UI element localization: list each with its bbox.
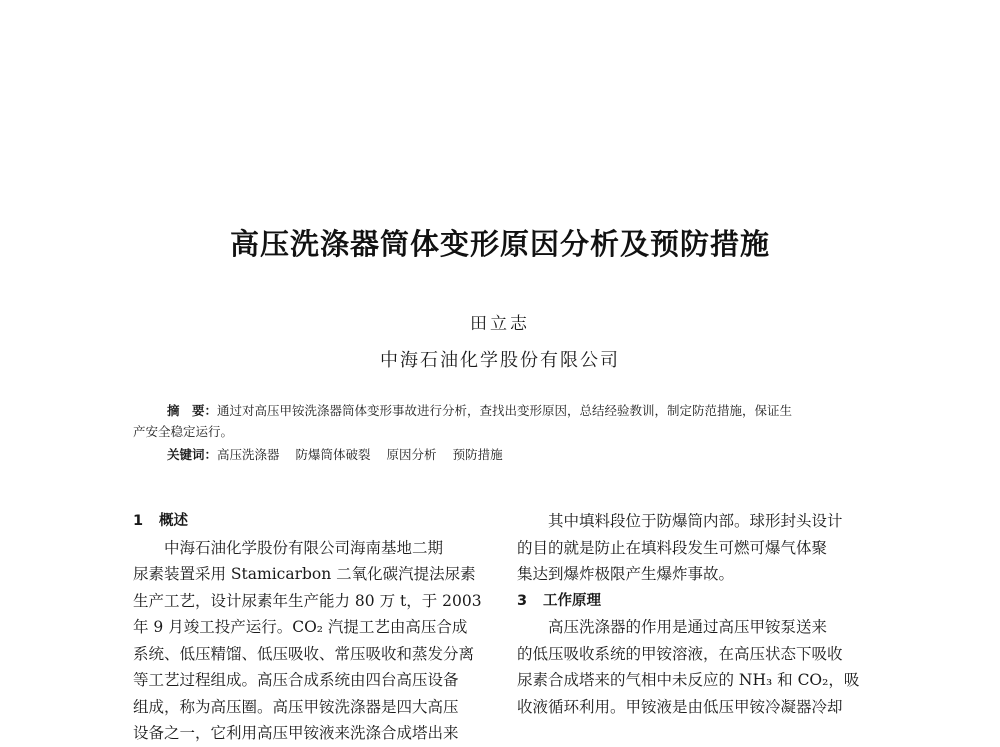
- section-number: 3: [517, 592, 528, 609]
- keyword: 原因分析: [386, 447, 437, 462]
- body-line: 中海石油化学股份有限公司海南基地二期: [164, 538, 444, 557]
- body-line: 集达到爆炸极限产生爆炸事故。: [517, 565, 735, 583]
- body-line: 高压洗涤器的作用是通过高压甲铵泵送来: [548, 618, 828, 636]
- body-line: 尿素装置采用 Stamicarbon 二氧化碳汽提法尿素: [133, 565, 476, 583]
- body-line: 年 9 月竣工投产运行。CO₂ 汽提工艺由高压合成: [133, 618, 468, 636]
- body-line: 系统、低压精馏、低压吸收、常压吸收和蒸发分离: [133, 644, 475, 663]
- section-heading-working-principle: [517, 588, 867, 615]
- affiliation: 中海石油化学股份有限公司: [380, 350, 620, 371]
- abstract-text-line-1: 通过对高压甲铵洗涤器筒体变形事故进行分析，查找出变形原因，总结经验教训，制定防范措施，保证生: [217, 403, 793, 418]
- body-line: 的低压吸收系统的甲铵溶液，在高压状态下吸收: [517, 644, 843, 663]
- section-title: 工作原理: [543, 592, 601, 609]
- section-heading-overview: [133, 508, 483, 535]
- body-line: 的目的就是防止在填料段发生可燃可爆气体聚: [517, 538, 828, 557]
- body-line: 生产工艺，设计尿素年生产能力 80 万 t，于 2003: [133, 591, 482, 610]
- body-line: 尿素合成塔来的气相中未反应的 NH₃ 和 CO₂，吸: [517, 671, 860, 689]
- right-column: [517, 508, 867, 720]
- body-line: 设备之一，它利用高压甲铵液来洗涤合成塔出来: [133, 724, 459, 742]
- section-title: 概述: [159, 513, 188, 529]
- author-name: 田立志: [470, 314, 530, 334]
- body-line: 收液循环利用。甲铵液是由低压甲铵冷凝器冷却: [517, 697, 843, 716]
- keyword: 防爆筒体破裂: [295, 447, 371, 462]
- abstract-text-line-2: 产安全稳定运行。: [133, 424, 234, 439]
- section-number: 1: [133, 513, 144, 529]
- body-line: 其中填料段位于防爆筒内部。球形封头设计: [548, 512, 843, 530]
- keywords-label: 关键词：: [167, 447, 218, 462]
- keyword: 预防措施: [452, 447, 503, 462]
- body-line: 等工艺过程组成。高压合成系统由四台高压设备: [133, 671, 459, 689]
- body-line: 组成，称为高压圈。高压甲铵洗涤器是四大高压: [133, 697, 459, 716]
- keyword: 高压洗涤器: [217, 447, 280, 462]
- paper-title: 高压洗涤器筒体变形原因分析及预防措施: [229, 227, 770, 261]
- keywords: [167, 445, 867, 463]
- left-column: [133, 508, 483, 747]
- abstract-label: 摘 要：: [167, 403, 218, 418]
- abstract: [133, 400, 873, 442]
